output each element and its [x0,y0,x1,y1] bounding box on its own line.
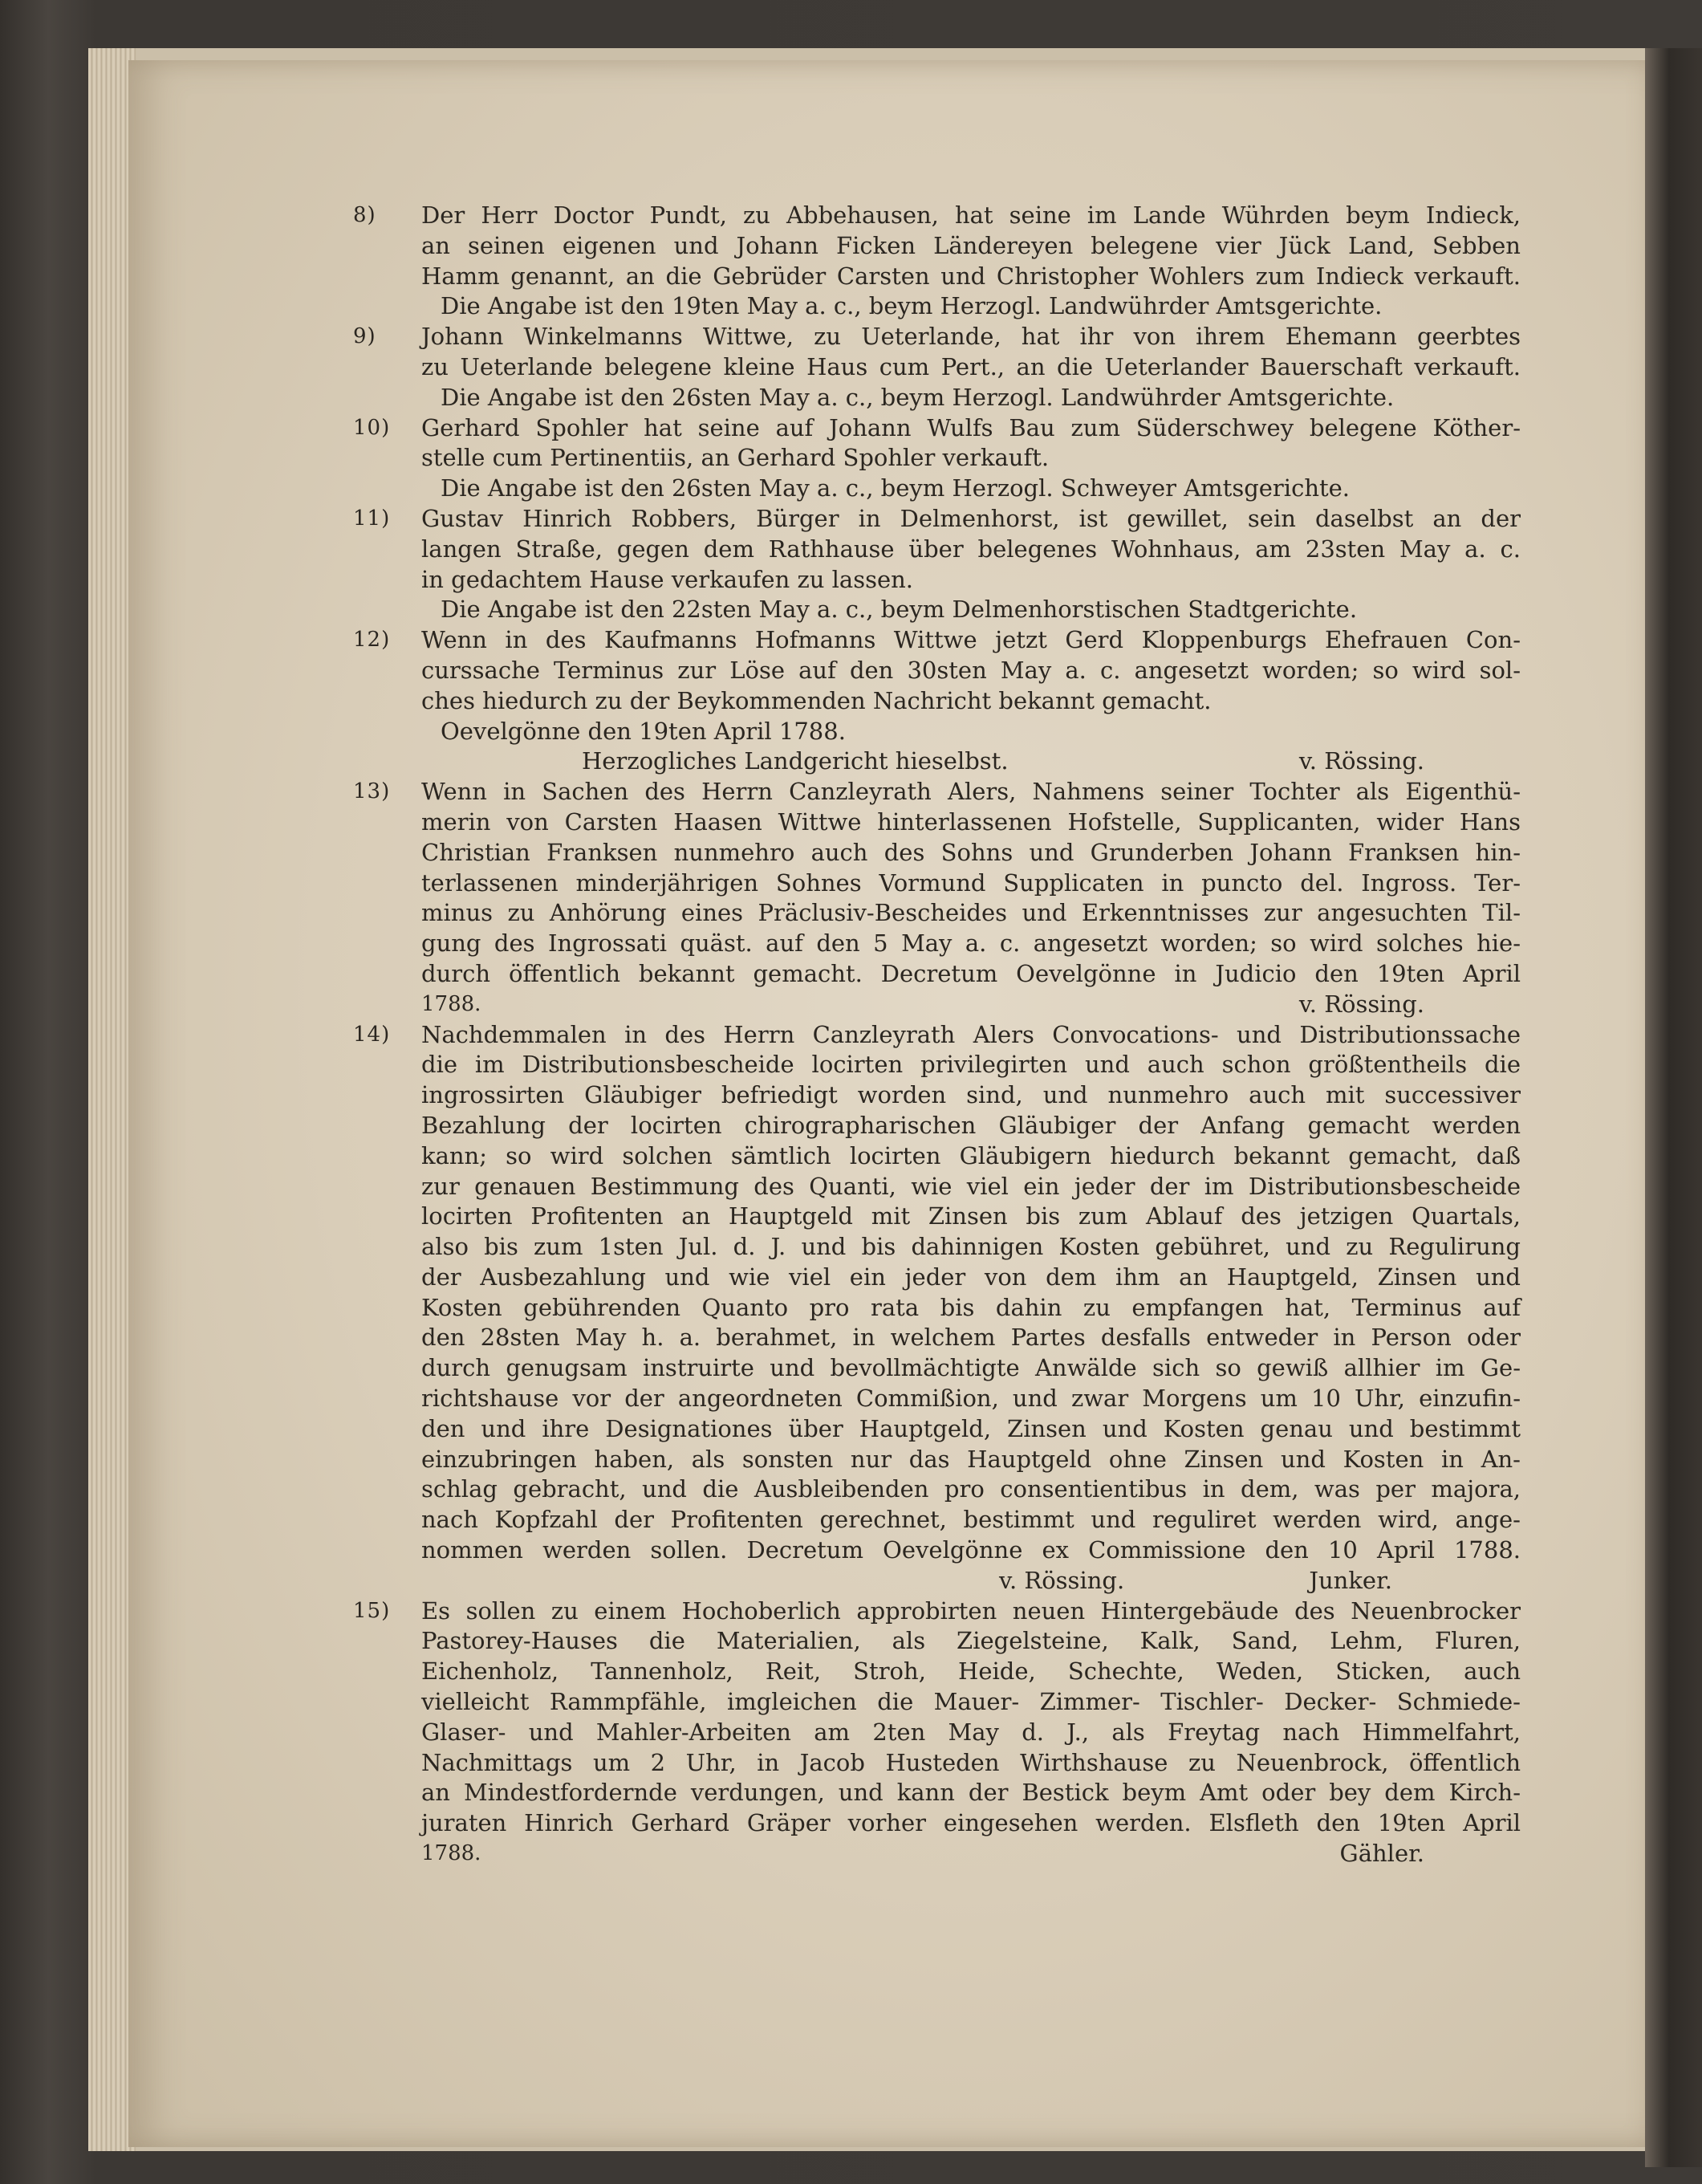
notice-line: an seinen eigenen und Johann Ficken Ländereyen belegene vier Jück Land, Sebben [421,231,1521,259]
official-signature: Junker. [1309,1566,1392,1594]
official-signature: v. Rössing. [999,1566,1125,1594]
notice-9 [353,322,1521,413]
notice-10 [353,413,1521,504]
notice-year: 1788. [421,991,481,1016]
notice-line: terlassenen minderjährigen Sohnes Vormund Supplicaten in puncto del. Ingross. Ter- [421,868,1521,897]
notice-line: Es sollen zu einem Hochoberlich approbirten neuen Hintergebäude des Neuenbrocker [421,1596,1521,1625]
notice-number: 11) [353,506,391,531]
notice-line: Glaser- und Mahler-Arbeiten am 2ten May d. J., als Freytag nach Himmelfahrt, [421,1718,1521,1746]
notice-line: richtshause vor der angeordneten Commißion, und zwar Morgens um 10 Uhr, einzufin- [421,1385,1521,1413]
notice-line: stelle cum Pertinentiis, an Gerhard Spohler verkauft. [421,444,1050,472]
notice-line: ches hiedurch zu der Beykommenden Nachricht bekannt gemacht. [421,686,1212,714]
signature-row [421,746,1521,777]
notice-line: gung des Ingrossati quäst. auf den 5 May a. c. angesetzt worden; so wird solches hie- [421,929,1521,958]
notice-8 [353,201,1521,322]
notice-line: nommen werden sollen. Decretum Oevelgönne ex Commissione den 10 April 1788. [421,1536,1521,1564]
notice-number: 12) [353,628,391,653]
notice-line: Gustav Hinrich Robbers, Bürger in Delmenhorst, ist gewillet, sein daselbst an der [421,504,1521,532]
notice-line: Johann Winkelmanns Wittwe, zu Ueterlande, hat ihr von ihrem Ehemann geerbtes [421,323,1521,351]
notice-11 [353,504,1521,625]
notice-line: langen Straße, gegen dem Rathhause über belegenes Wohnhaus, am 23sten May a. c. [421,535,1521,563]
notice-line: Nachdemmalen in des Herrn Canzleyrath Alers Convocations- und Distributionssache [421,1020,1521,1048]
notice-line: schlag gebracht, und die Ausbleibenden pro consentientibus in dem, was per majora, [421,1475,1521,1503]
notice-line: in gedachtem Hause verkaufen zu lassen. [421,565,914,593]
notice-line: Die Angabe ist den 19ten May a. c., beym Herzogl. Landwührder Amtsgerichte. [441,292,1383,320]
notice-line: Die Angabe ist den 26sten May a. c., beym Herzogl. Schweyer Amtsgerichte. [441,474,1351,502]
notice-line: minus zu Anhörung eines Präclusiv-Bescheides und Erkenntnisses zur angesuchten Til- [421,899,1521,927]
notice-line: Die Angabe ist den 26sten May a. c., beym Herzogl. Landwührder Amtsgerichte. [441,383,1395,411]
notice-number: 13) [353,779,391,804]
notice-line: Christian Franksen nunmehro auch des Sohns und Grunderben Johann Franksen hin- [421,838,1521,866]
notice-line: Der Herr Doctor Pundt, zu Abbehausen, hat seine im Lande Wührden beym Indieck, [421,201,1521,229]
notice-line: curssache Terminus zur Löse auf den 30sten May a. c. angesetzt worden; so wird sol- [421,656,1521,684]
notice-line: an Mindestfordernde verdungen, und kann der Bestick beym Amt oder bey dem Kirch- [421,1779,1521,1807]
notice-line: locirten Profitenten an Hauptgeld mit Zinsen bis zum Ablauf des jetzigen Quartals, [421,1202,1521,1230]
notice-line: die im Distributionsbescheide locirten privilegirten und auch schon größtentheils die [421,1051,1521,1079]
official-signature: v. Rössing. [1298,990,1424,1018]
notice-line: vielleicht Rammpfähle, imgleichen die Mauer- Zimmer- Tischler- Decker- Schmiede- [421,1688,1521,1716]
notice-number: 10) [353,415,391,440]
signature-row [421,1566,1521,1596]
notices-text [353,201,1521,1869]
notice-number: 14) [353,1022,391,1047]
notice-line: ingrossirten Gläubiger befriedigt worden sind, und nunmehro auch mit successiver [421,1081,1521,1109]
notice-14 [353,1020,1521,1596]
official-signature: Gähler. [1339,1840,1424,1868]
notice-line: nach Kopfzahl der Profitenten gerechnet, bestimmt und reguliret werden wird, ange- [421,1506,1521,1534]
notice-line: Wenn in des Kaufmanns Hofmanns Wittwe jetzt Gerd Kloppenburgs Ehefrauen Con- [421,626,1521,654]
notice-line: zu Ueterlande belegene kleine Haus cum Pert., an die Ueterlander Bauerschaft verkauft. [421,352,1521,380]
notice-line: Die Angabe ist den 22sten May a. c., beym Delmenhorstischen Stadtgerichte. [441,596,1358,624]
notice-line: durch öffentlich bekannt gemacht. Decretum Oevelgönne in Judicio den 19ten April [421,959,1521,987]
notice-15 [353,1596,1521,1869]
notice-12 [353,625,1521,777]
notice-13 [353,777,1521,1019]
notice-line: Kosten gebührenden Quanto pro rata bis dahin zu empfangen hat, Terminus auf [421,1293,1521,1321]
notice-line: Pastorey-Hauses die Materialien, als Ziegelsteine, Kalk, Sand, Lehm, Fluren, [421,1627,1521,1655]
official-signature: v. Rössing. [1298,747,1424,775]
notice-line: einzubringen haben, als sonsten nur das Hauptgeld ohne Zinsen und Kosten in An- [421,1445,1521,1473]
notice-number: 8) [353,203,376,227]
notice-year: 1788. [421,1841,481,1866]
year-signature-row [421,1839,1521,1869]
notice-line: Bezahlung der locirten chirographarischen Gläubiger der Anfang gemacht werden [421,1111,1521,1139]
notice-line: den 28sten May h. a. berahmet, in welchem Partes desfalls entweder in Person oder [421,1324,1521,1352]
notice-line: also bis zum 1sten Jul. d. J. und bis dahinnigen Kosten gebühret, und zu Regulirung [421,1233,1521,1261]
notice-line: Hamm genannt, an die Gebrüder Carsten und Christopher Wohlers zum Indieck verkauft. [421,262,1521,290]
year-signature-row [421,990,1521,1020]
notice-line: Wenn in Sachen des Herrn Canzleyrath Alers, Nahmens seiner Tochter als Eigenthü- [421,778,1521,806]
notice-line: juraten Hinrich Gerhard Gräper vorher eingesehen werden. Elsfleth den 19ten April [421,1809,1521,1837]
notice-line: zur genauen Bestimmung des Quanti, wie viel ein jeder der im Distributionsbescheide [421,1172,1521,1200]
notice-line: Eichenholz, Tannenholz, Reit, Stroh, Heide, Schechte, Weden, Sticken, auch [421,1657,1521,1686]
court-signature: Herzogliches Landgericht hieselbst. [582,747,1009,775]
notice-number: 9) [353,324,376,349]
notice-number: 15) [353,1598,391,1623]
notice-date-line: Oevelgönne den 19ten April 1788. [441,717,846,745]
notice-line: Nachmittags um 2 Uhr, in Jacob Husteden Wirthshause zu Neuenbrock, öffentlich [421,1748,1521,1776]
notice-line: der Ausbezahlung und wie viel ein jeder von dem ihm an Hauptgeld, Zinsen und [421,1263,1521,1291]
notice-line: kann; so wird solchen sämtlich locirten Gläubigern hiedurch bekannt gemacht, daß [421,1141,1521,1169]
book-gutter [1645,48,1702,2167]
notice-line: den und ihre Designationes über Hauptgeld, Zinsen und Kosten genau und bestimmt [421,1414,1521,1442]
notice-line: merin von Carsten Haasen Wittwe hinterlassenen Hofstelle, Supplicanten, wider Hans [421,807,1521,836]
notice-line: Gerhard Spohler hat seine auf Johann Wulfs Bau zum Süderschwey belegene Köther- [421,413,1521,441]
notice-line: durch genugsam instruirte und bevollmächtigte Anwälde sich so gewiß allhier im Ge- [421,1354,1521,1382]
